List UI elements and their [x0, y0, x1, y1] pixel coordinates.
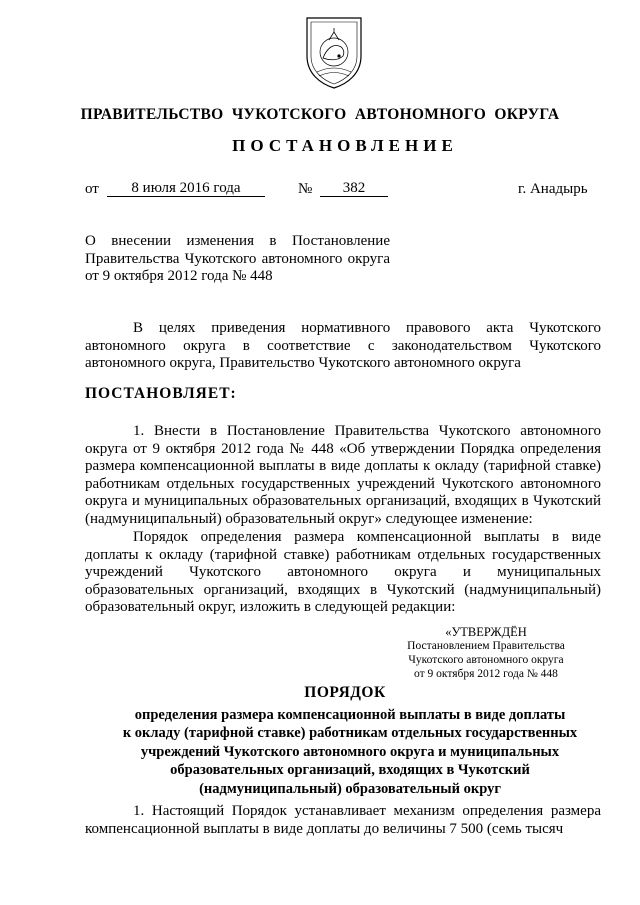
- approval-line-1: «УТВЕРЖДЁН: [445, 625, 527, 639]
- order-clause-1: 1. Настоящий Порядок устанавливает механизм определения размера компенсационной выплаты в виде доплаты до величины 7 500 (семь тысяч: [85, 803, 601, 837]
- approval-line-2: Постановлением Правительства: [407, 640, 565, 652]
- document-subject: О внесении изменения в Постановление Правительства Чукотского автономного округа от 9 октября 2012 года № 448: [85, 233, 390, 285]
- resolves-heading: ПОСТАНОВЛЯЕТ:: [85, 385, 237, 402]
- number-prefix: №: [298, 181, 313, 197]
- order-subtitle: определения размера компенсационной выплаты в виде доплаты к окладу (тарифной ставке) работникам отдельных государственных учреждений Чукотского автономного округа и муниципальных образовательных организаций, входящих в Чукотский (надмуниципальный) образовательный округ: [122, 707, 578, 797]
- clause-1-continuation: Порядок определения размера компенсационной выплаты в виде доплаты к окладу (тарифной ставке) работникам отдельных государственных учреждений Чукотского автономного округа и муниципальных образовательных организаций, входящих в Чукотский (надмуниципальный) образовательный округ, изложить в следующей редакции:: [85, 529, 601, 616]
- document-type: ПОСТАНОВЛЕНИЕ: [232, 136, 458, 155]
- document-date: 8 июля 2016 года: [107, 180, 265, 197]
- approval-line-3: Чукотского автономного округа: [408, 654, 564, 666]
- coat-of-arms-emblem: [303, 14, 365, 90]
- approval-stamp: [388, 625, 584, 681]
- order-title: ПОРЯДОК: [304, 684, 386, 701]
- government-name: ПРАВИТЕЛЬСТВО ЧУКОТСКОГО АВТОНОМНОГО ОКРУГА: [80, 106, 560, 123]
- document-number: 382: [320, 180, 388, 197]
- document-city: г. Анадырь: [518, 181, 588, 197]
- date-prefix: от: [85, 181, 99, 197]
- preamble-paragraph: В целях приведения нормативного правового акта Чукотского автономного округа в соответствие с законодательством Чукотского автономного округа, Правительство Чукотского автономного округа: [85, 320, 601, 372]
- clause-1-paragraph: 1. Внести в Постановление Правительства Чукотского автономного округа от 9 октября 2012 года № 448 «Об утверждении Порядка определения размера компенсационной выплаты в виде доплаты к окладу (тарифной ставке) работникам отдельных государственных учреждений Чукотского автономного округа и муниципальных образовательных организаций, входящих в Чукотский (надмуниципальный) образовательный округ» следующее изменение:: [85, 423, 601, 527]
- approval-line-4: от 9 октября 2012 года № 448: [414, 668, 558, 680]
